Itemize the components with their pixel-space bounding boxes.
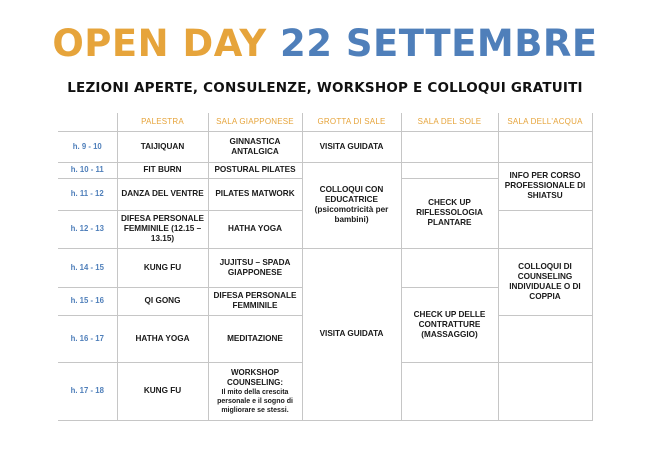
title-date: 22 SETTEMBRE	[280, 22, 598, 65]
page-subtitle: LEZIONI APERTE, CONSULENZE, WORKSHOP E COLLOQUI GRATUITI	[67, 80, 583, 96]
giapponese-cell: MEDITAZIONE	[208, 315, 302, 362]
header-sala-giapponese: SALA GIAPPONESE	[208, 113, 302, 131]
header-sala-del-sole: SALA DEL SOLE	[401, 113, 498, 131]
palestra-cell: QI GONG	[117, 287, 208, 315]
hour-cell: h. 16 - 17	[58, 315, 117, 362]
palestra-cell: KUNG FU	[117, 248, 208, 287]
palestra-cell: DIFESA PERSONALE FEMMINILE (12.15 – 13.15)	[117, 210, 208, 248]
workshop-title: WORKSHOP COUNSELING:	[227, 367, 283, 387]
acqua-cell-empty	[498, 362, 592, 420]
table-row	[58, 248, 592, 287]
giapponese-cell: PILATES MATWORK	[208, 178, 302, 210]
table-row	[58, 162, 592, 178]
header-row	[58, 113, 592, 131]
acqua-cell-empty	[498, 315, 592, 362]
acqua-info-shiatsu-cell: INFO PER CORSO PROFESSIONALE DI SHIATSU	[498, 162, 592, 210]
schedule-table	[58, 113, 593, 421]
acqua-counseling-cell: COLLOQUI DI COUNSELING INDIVIDUALE O DI COPPIA	[498, 248, 592, 315]
grotta-colloqui-cell	[302, 162, 401, 248]
palestra-cell: KUNG FU	[117, 362, 208, 420]
palestra-cell: HATHA YOGA	[117, 315, 208, 362]
acqua-cell-empty	[498, 210, 592, 248]
hour-cell: h. 10 - 11	[58, 162, 117, 178]
grotta-cell: VISITA GUIDATA	[302, 131, 401, 162]
hour-cell: h. 11 - 12	[58, 178, 117, 210]
sole-checkup-contratture-cell: CHECK UP DELLE CONTRATTURE (MASSAGGIO)	[401, 287, 498, 362]
sole-cell-empty	[401, 362, 498, 420]
giapponese-cell: DIFESA PERSONALE FEMMINILE	[208, 287, 302, 315]
workshop-description: Il mito della crescita personale e il sogno di migliorare se stessi.	[217, 388, 293, 414]
hour-cell: h. 12 - 13	[58, 210, 117, 248]
header-grotta-di-sale: GROTTA DI SALE	[302, 113, 401, 131]
header-palestra: PALESTRA	[117, 113, 208, 131]
title-open-day: OPEN DAY	[52, 22, 267, 65]
sole-cell-empty	[401, 162, 498, 178]
hour-cell: h. 9 - 10	[58, 131, 117, 162]
giapponese-cell: GINNASTICA ANTALGICA	[208, 131, 302, 162]
palestra-cell: TAIJIQUAN	[117, 131, 208, 162]
palestra-cell: DANZA DEL VENTRE	[117, 178, 208, 210]
giapponese-cell: JUJITSU – SPADA GIAPPONESE	[208, 248, 302, 287]
hour-cell: h. 14 - 15	[58, 248, 117, 287]
colloqui-educatrice-note: (psicomotricità per bambini)	[314, 205, 389, 224]
grotta-visita-cell: VISITA GUIDATA	[302, 248, 401, 420]
sole-cell-empty	[401, 131, 498, 162]
header-sala-acqua: SALA DELL'ACQUA	[498, 113, 592, 131]
workshop-counseling-cell	[208, 362, 302, 420]
colloqui-educatrice-label: COLLOQUI CON EDUCATRICE	[319, 185, 384, 204]
palestra-cell: FIT BURN	[117, 162, 208, 178]
sole-cell-empty	[401, 248, 498, 287]
table-row	[58, 131, 592, 162]
giapponese-cell: POSTURAL PILATES	[208, 162, 302, 178]
sole-checkup-riflessologia-cell: CHECK UP RIFLESSOLOGIA PLANTARE	[401, 178, 498, 248]
giapponese-cell: HATHA YOGA	[208, 210, 302, 248]
acqua-cell-empty	[498, 131, 592, 162]
page-title	[0, 20, 650, 68]
header-blank	[58, 113, 117, 131]
hour-cell: h. 15 - 16	[58, 287, 117, 315]
hour-cell: h. 17 - 18	[58, 362, 117, 420]
